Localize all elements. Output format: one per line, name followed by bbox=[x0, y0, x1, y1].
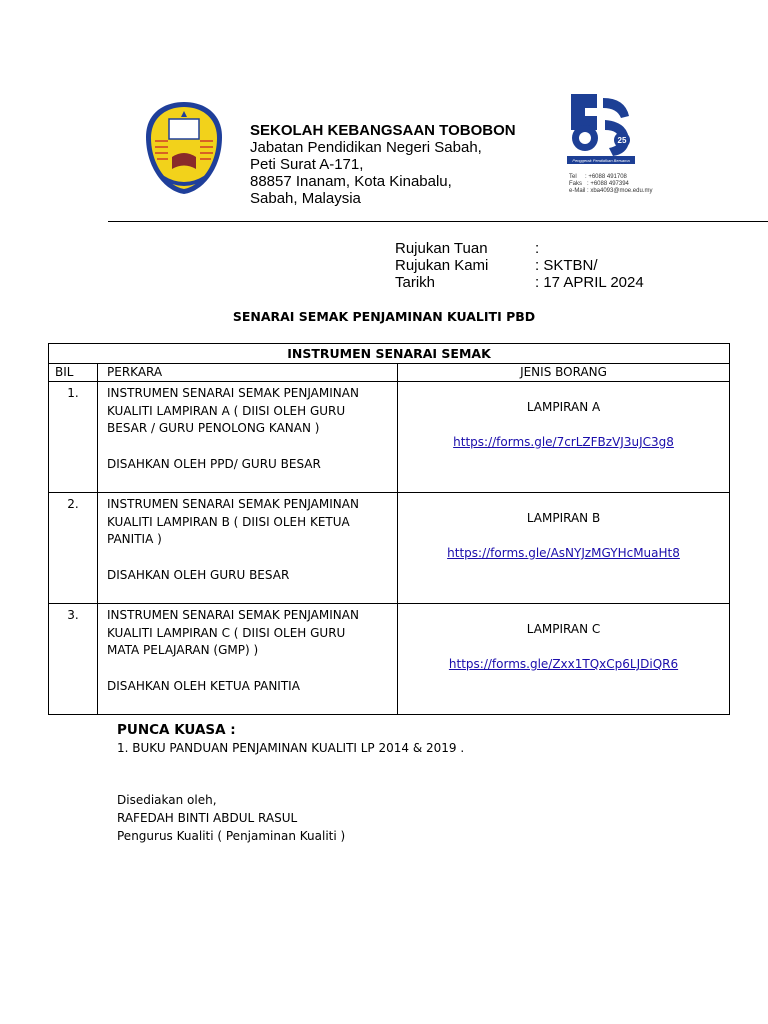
disahkan-text: DISAHKAN OLEH PPD/ GURU BESAR bbox=[107, 456, 321, 471]
address-line: 88857 Inanam, Kota Kinabalu, bbox=[250, 173, 452, 190]
preparer-title: Pengurus Kualiti ( Penjaminan Kualiti ) bbox=[117, 829, 346, 843]
reference-row bbox=[395, 274, 644, 291]
lampiran-label: LAMPIRAN A bbox=[526, 400, 601, 414]
reference-value: : bbox=[535, 240, 540, 257]
perkara-line: PANITIA ) bbox=[107, 532, 162, 546]
reference-block bbox=[395, 240, 644, 291]
column-header-bil: BIL bbox=[49, 364, 98, 382]
lampiran-label: LAMPIRAN B bbox=[526, 511, 601, 525]
contact-faks: Faks : +6088 497394 bbox=[569, 181, 629, 187]
row-jenis-borang bbox=[398, 604, 730, 715]
preparer-name: RAFEDAH BINTI ABDUL RASUL bbox=[117, 811, 298, 825]
punca-kuasa-item: 1. BUKU PANDUAN PENJAMINAN KUALITI LP 2014 & 2019 . bbox=[117, 741, 465, 755]
header-divider bbox=[108, 221, 768, 222]
table-caption: INSTRUMEN SENARAI SEMAK bbox=[49, 344, 730, 364]
row-jenis-borang bbox=[398, 493, 730, 604]
contact-tel: Tel : +6088 491708 bbox=[569, 174, 627, 180]
logo-tagline: Penggerak Pendidikan Bersama bbox=[572, 158, 630, 163]
disahkan-text: DISAHKAN OLEH KETUA PANITIA bbox=[107, 678, 300, 693]
lampiran-label: LAMPIRAN C bbox=[526, 622, 601, 636]
reference-value: : SKTBN/ bbox=[535, 257, 598, 274]
row-number: 2. bbox=[49, 493, 98, 604]
address-line: Sabah, Malaysia bbox=[250, 190, 361, 207]
perkara-line: KUALITI LAMPIRAN C ( DIISI OLEH GURU bbox=[107, 625, 346, 640]
school-crest-logo bbox=[142, 99, 226, 197]
reference-label: Rujukan Tuan bbox=[395, 240, 488, 257]
reference-label: Tarikh bbox=[395, 274, 436, 291]
perkara-line: INSTRUMEN SENARAI SEMAK PENJAMINAN bbox=[107, 497, 359, 511]
contact-email: e-Mail : xba4093@moe.edu.my bbox=[569, 188, 653, 194]
perkara-line: BESAR / GURU PENOLONG KANAN ) bbox=[107, 421, 320, 435]
address-line: Peti Surat A-171, bbox=[250, 156, 364, 173]
table-row bbox=[49, 493, 730, 604]
reference-label: Rujukan Kami bbox=[395, 257, 489, 274]
perkara-line: INSTRUMEN SENARAI SEMAK PENJAMINAN bbox=[107, 386, 359, 400]
form-link[interactable]: https://forms.gle/Zxx1TQxCp6LJDiQR6 bbox=[448, 657, 679, 671]
perkara-line: MATA PELAJARAN (GMP) ) bbox=[107, 643, 259, 657]
prepared-by-label: Disediakan oleh, bbox=[117, 793, 217, 807]
form-link[interactable]: https://forms.gle/AsNYJzMGYHcMuaHt8 bbox=[447, 546, 680, 560]
form-link[interactable]: https://forms.gle/7crLZFBzVJ3uJC3g8 bbox=[453, 435, 674, 449]
address-line: Jabatan Pendidikan Negeri Sabah, bbox=[250, 139, 482, 156]
table-row bbox=[49, 604, 730, 715]
document-title: SENARAI SEMAK PENJAMINAN KUALITI PBD bbox=[232, 309, 536, 324]
logo-number: 25 bbox=[617, 136, 627, 145]
row-perkara bbox=[98, 493, 398, 604]
row-perkara bbox=[98, 604, 398, 715]
ministry-logo bbox=[565, 90, 637, 168]
row-perkara bbox=[98, 382, 398, 493]
disahkan-text: DISAHKAN OLEH GURU BESAR bbox=[107, 567, 290, 582]
reference-row bbox=[395, 257, 644, 274]
perkara-line: INSTRUMEN SENARAI SEMAK PENJAMINAN bbox=[107, 608, 359, 622]
contact-info bbox=[569, 174, 652, 195]
checklist-table bbox=[48, 343, 730, 715]
column-header-perkara: PERKARA bbox=[98, 364, 398, 382]
row-number: 1. bbox=[49, 382, 98, 493]
perkara-line: KUALITI LAMPIRAN B ( DIISI OLEH KETUA bbox=[107, 514, 350, 529]
punca-kuasa-heading: PUNCA KUASA : bbox=[117, 722, 236, 738]
punca-kuasa-section bbox=[117, 722, 464, 757]
reference-value: : 17 APRIL 2024 bbox=[535, 274, 644, 291]
school-name: SEKOLAH KEBANGSAAN TOBOBON bbox=[250, 122, 516, 139]
reference-row bbox=[395, 240, 644, 257]
row-jenis-borang bbox=[398, 382, 730, 493]
column-header-jenis-borang: JENIS BORANG bbox=[398, 364, 730, 382]
school-header bbox=[250, 122, 516, 207]
row-number: 3. bbox=[49, 604, 98, 715]
perkara-line: KUALITI LAMPIRAN A ( DIISI OLEH GURU bbox=[107, 403, 346, 418]
signature-block bbox=[117, 791, 345, 845]
table-row bbox=[49, 382, 730, 493]
